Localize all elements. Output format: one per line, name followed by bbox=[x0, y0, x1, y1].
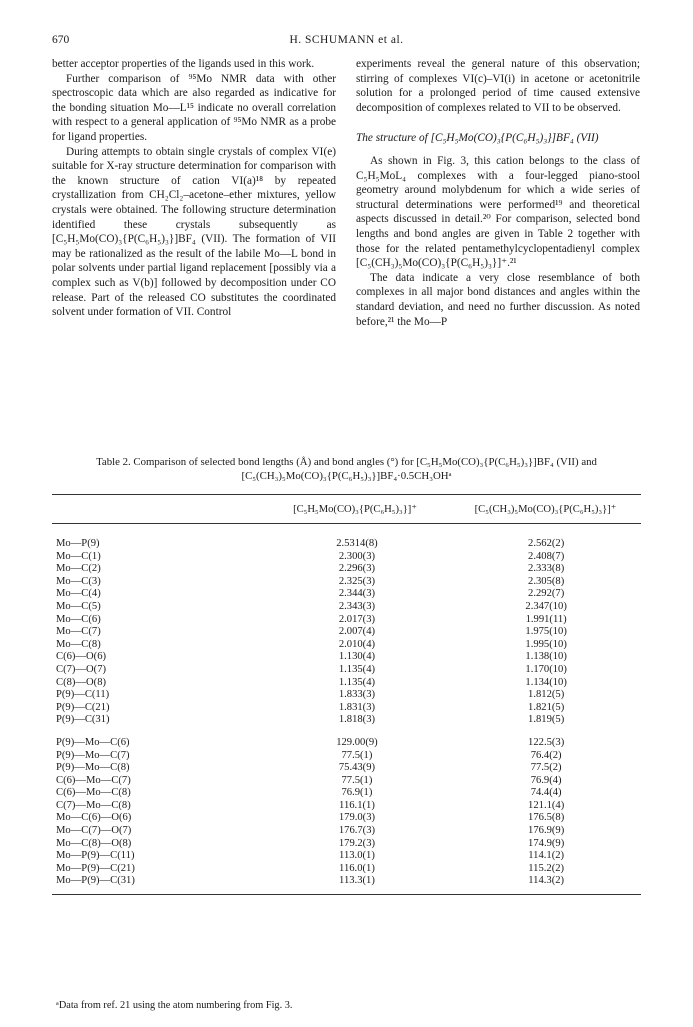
section-heading: The structure of [C₅H₅Mo(CO)₃{P(C₆H₅)₃}]BF₄ (VII) bbox=[356, 132, 599, 145]
table-cell: 179.2(3) bbox=[338, 837, 376, 849]
row-label: Mo—C(8)—O(8) bbox=[56, 837, 132, 849]
table-cell: 1.819(5) bbox=[528, 714, 565, 726]
table-row bbox=[52, 800, 641, 813]
table-row bbox=[52, 875, 641, 888]
table-row bbox=[52, 737, 641, 750]
table-row bbox=[52, 863, 641, 876]
table-row bbox=[52, 601, 641, 614]
table-cell: 1.138(10) bbox=[525, 651, 567, 663]
row-label: Mo—C(8) bbox=[56, 638, 101, 650]
table-cell: 1.135(4) bbox=[338, 676, 376, 688]
row-label: C(7)—Mo—C(8) bbox=[56, 799, 131, 811]
table-bottom-rule bbox=[52, 894, 641, 895]
table-cell: 1.812(5) bbox=[528, 689, 565, 701]
row-label: Mo—C(6)—O(6) bbox=[56, 812, 132, 824]
row-label: C(8)—O(8) bbox=[56, 676, 107, 688]
page-header bbox=[52, 34, 641, 50]
table-cell: 2.296(3) bbox=[338, 563, 376, 575]
paragraph: Further comparison of ⁹⁵Mo NMR data with other spectroscopic data which are also regarded as indicative for the bonding situation Mo—L¹⁵ indicate no overall correlation with respect to a general application of ⁹⁵Mo NMR as a probe for ligand properties. bbox=[52, 72, 336, 143]
table-cell: 77.5(2) bbox=[530, 762, 562, 774]
table-cell: 1.991(11) bbox=[525, 613, 567, 625]
table-row bbox=[52, 651, 641, 664]
row-label: Mo—C(1) bbox=[56, 550, 101, 562]
table-cell: 176.7(3) bbox=[338, 825, 376, 837]
table-cell: 2.347(10) bbox=[525, 600, 567, 612]
table-cell: 1.821(5) bbox=[528, 701, 565, 713]
table-cell: 1.833(3) bbox=[338, 689, 376, 701]
table-cell: 2.408(7) bbox=[528, 550, 565, 562]
row-label: Mo—P(9) bbox=[56, 538, 100, 549]
table-cell: 77.5(1) bbox=[341, 749, 373, 761]
table-cell: 2.344(3) bbox=[338, 588, 376, 600]
table-cell: 2.017(3) bbox=[338, 613, 376, 625]
row-label: Mo—P(9)—C(31) bbox=[56, 875, 135, 887]
table-cell: 76.4(2) bbox=[530, 749, 562, 761]
table-row bbox=[52, 551, 641, 564]
row-label: Mo—P(9)—C(21) bbox=[56, 862, 135, 874]
table-cell: 2.562(2) bbox=[528, 538, 565, 549]
row-label: P(9)—Mo—C(7) bbox=[56, 749, 130, 761]
right-column bbox=[356, 57, 640, 329]
table-cell: 2.305(8) bbox=[528, 575, 565, 587]
table-cell: 116.1(1) bbox=[339, 799, 375, 811]
left-column bbox=[52, 57, 336, 320]
table-row bbox=[52, 689, 641, 702]
data-table bbox=[52, 494, 641, 895]
row-label: P(9)—Mo—C(6) bbox=[56, 736, 130, 748]
table-row bbox=[52, 664, 641, 677]
row-label: Mo—C(2) bbox=[56, 563, 101, 575]
table-cell: 174.9(9) bbox=[528, 837, 565, 849]
table-row bbox=[52, 812, 641, 825]
row-label: C(6)—O(6) bbox=[56, 651, 107, 663]
row-label: Mo—C(7)—O(7) bbox=[56, 825, 132, 837]
row-label: Mo—C(3) bbox=[56, 575, 101, 587]
table-row bbox=[52, 588, 641, 601]
table-cell: 114.1(2) bbox=[528, 850, 565, 862]
table-cell: 1.995(10) bbox=[525, 638, 567, 650]
table-cell: 2.292(7) bbox=[528, 588, 565, 600]
table-cell: 74.4(4) bbox=[530, 787, 562, 799]
table-cell: 115.2(2) bbox=[528, 862, 565, 874]
table-row bbox=[52, 538, 641, 551]
table-cell: 2.325(3) bbox=[338, 575, 376, 587]
table-cell: 1.831(3) bbox=[338, 701, 376, 713]
table-cell: 2.333(8) bbox=[528, 563, 565, 575]
bond-length-rows bbox=[52, 538, 641, 727]
page-number: 670 bbox=[52, 34, 70, 46]
table-row bbox=[52, 639, 641, 652]
row-label: P(9)—C(11) bbox=[56, 689, 110, 701]
table-cell: 76.9(1) bbox=[341, 787, 373, 799]
running-title: H. SCHUMANN et al. bbox=[289, 34, 404, 46]
table-cell: 121.1(4) bbox=[528, 799, 565, 811]
table-cell: 179.0(3) bbox=[338, 812, 376, 824]
table-footnote: ᵃData from ref. 21 using the atom numbering from Fig. 3. bbox=[56, 1000, 293, 1011]
paragraph: As shown in Fig. 3, this cation belongs to the class of C₅H₅MoL₄ complexes with a four-legged piano-stool geometry around molybdenum for which a wide series of structural determinations were performed¹⁹ and theoretical aspects discussed in detail.²⁰ For comparison, selected bond lengths and bond angles are given in Table 2 together with those for the related pentamethylcyclopentadienyl complex [C₅(CH₃)₅Mo(CO)₃{P(C₆H₅)₃}]⁺.²¹ bbox=[356, 154, 640, 270]
table-cell: 116.0(1) bbox=[339, 862, 375, 874]
table-row bbox=[52, 775, 641, 788]
table-row bbox=[52, 787, 641, 800]
paragraph: During attempts to obtain single crystals of complex VI(e) suitable for X-ray structure determination for comparison with the known structure of cation VI(a)¹⁸ by repeated crystallization from CH₂Cl₂–acetone–ether mixtures, yellow crystals were obtained. The following structure determination identified these crystals subsequently as [C₅H₅Mo(CO)₃{P(C₆H₅)₃}]BF₄ (VII). The formation of VII may be rationalized as the result of the labile Mo—L bond in polar solvents under partial ligand replacement [possibly via a complex such as V(b)] followed by decomposition under CO release. Part of the released CO substitutes the coordinated solvent under formation of VII. Control bbox=[52, 145, 336, 319]
table-cell: 1.975(10) bbox=[525, 626, 567, 638]
paragraph: better acceptor properties of the ligands used in this work. bbox=[52, 58, 315, 70]
table-row bbox=[52, 850, 641, 863]
table-cell: 2.5314(8) bbox=[336, 538, 378, 549]
table-cell: 77.5(1) bbox=[341, 774, 373, 786]
row-label: Mo—C(7) bbox=[56, 626, 101, 638]
table-row bbox=[52, 750, 641, 763]
table-cell: 2.007(4) bbox=[338, 626, 376, 638]
table-row bbox=[52, 614, 641, 627]
table-cell: 176.9(9) bbox=[528, 825, 565, 837]
table-row bbox=[52, 576, 641, 589]
row-label: C(7)—O(7) bbox=[56, 663, 107, 675]
row-label: Mo—C(4) bbox=[56, 588, 101, 600]
row-label: P(9)—Mo—C(8) bbox=[56, 762, 130, 774]
table-cell: 114.3(2) bbox=[528, 875, 565, 887]
paragraph: experiments reveal the general nature of this observation; stirring of complexes VI(c)–VI(i) in acetone or acetonitrile solution for a prolonged period of time caused extensive decomposition of complexes related to VII to be observed. bbox=[356, 58, 640, 114]
table-cell: 1.135(4) bbox=[338, 663, 376, 675]
row-label: P(9)—C(31) bbox=[56, 714, 110, 726]
table-cell: 2.343(3) bbox=[338, 600, 376, 612]
table-cell: 113.3(1) bbox=[339, 875, 375, 887]
row-label: Mo—C(6) bbox=[56, 613, 101, 625]
table-cell: 75.43(9) bbox=[338, 762, 376, 774]
table-row bbox=[52, 838, 641, 851]
table-cell: 76.9(4) bbox=[530, 774, 562, 786]
bond-angle-rows bbox=[52, 737, 641, 888]
table-cell: 176.5(8) bbox=[528, 812, 565, 824]
table-row bbox=[52, 714, 641, 727]
row-label: C(6)—Mo—C(8) bbox=[56, 787, 131, 799]
table-cell: 2.300(3) bbox=[338, 550, 376, 562]
table-cell: 129.00(9) bbox=[336, 736, 378, 748]
table-cell: 2.010(4) bbox=[338, 638, 376, 650]
table-row bbox=[52, 762, 641, 775]
table-row bbox=[52, 702, 641, 715]
row-label: Mo—C(5) bbox=[56, 600, 101, 612]
table-header bbox=[52, 495, 641, 523]
row-label: C(6)—Mo—C(7) bbox=[56, 774, 131, 786]
row-label: P(9)—C(21) bbox=[56, 701, 110, 713]
paragraph: The data indicate a very close resemblance of both complexes in all major bond distances and angles within the standard deviation, and need no further discussion. As noted before,²¹ the Mo—P bbox=[356, 271, 640, 328]
table-row bbox=[52, 825, 641, 838]
table-cell: 1.134(10) bbox=[525, 676, 567, 688]
column-header: [C₅H₅Mo(CO)₃{P(C₆H₅)₃}]⁺ bbox=[293, 504, 417, 515]
table-cell: 1.170(10) bbox=[525, 663, 567, 675]
table-row bbox=[52, 563, 641, 576]
table-header-rule bbox=[52, 523, 641, 524]
table-cell: 1.130(4) bbox=[338, 651, 376, 663]
table-caption: Table 2. Comparison of selected bond lengths (Å) and bond angles (°) for [C₅H₅Mo(CO)₃{P(C₆H₅)₃}]BF₄ (VII) and [C₅(CH₃)₅Mo(CO)₃{P(C₆H₅)₃}]BF₄·0.5CH₃OHᵃ bbox=[96, 456, 597, 482]
table-cell: 113.0(1) bbox=[339, 850, 375, 862]
table-row bbox=[52, 626, 641, 639]
table-row bbox=[52, 677, 641, 690]
table-cell: 1.818(3) bbox=[338, 714, 376, 726]
column-header: [C₅(CH₃)₅Mo(CO)₃{P(C₆H₅)₃}]⁺ bbox=[474, 504, 617, 515]
table-cell: 122.5(3) bbox=[528, 736, 565, 748]
row-label: Mo—P(9)—C(11) bbox=[56, 850, 135, 862]
